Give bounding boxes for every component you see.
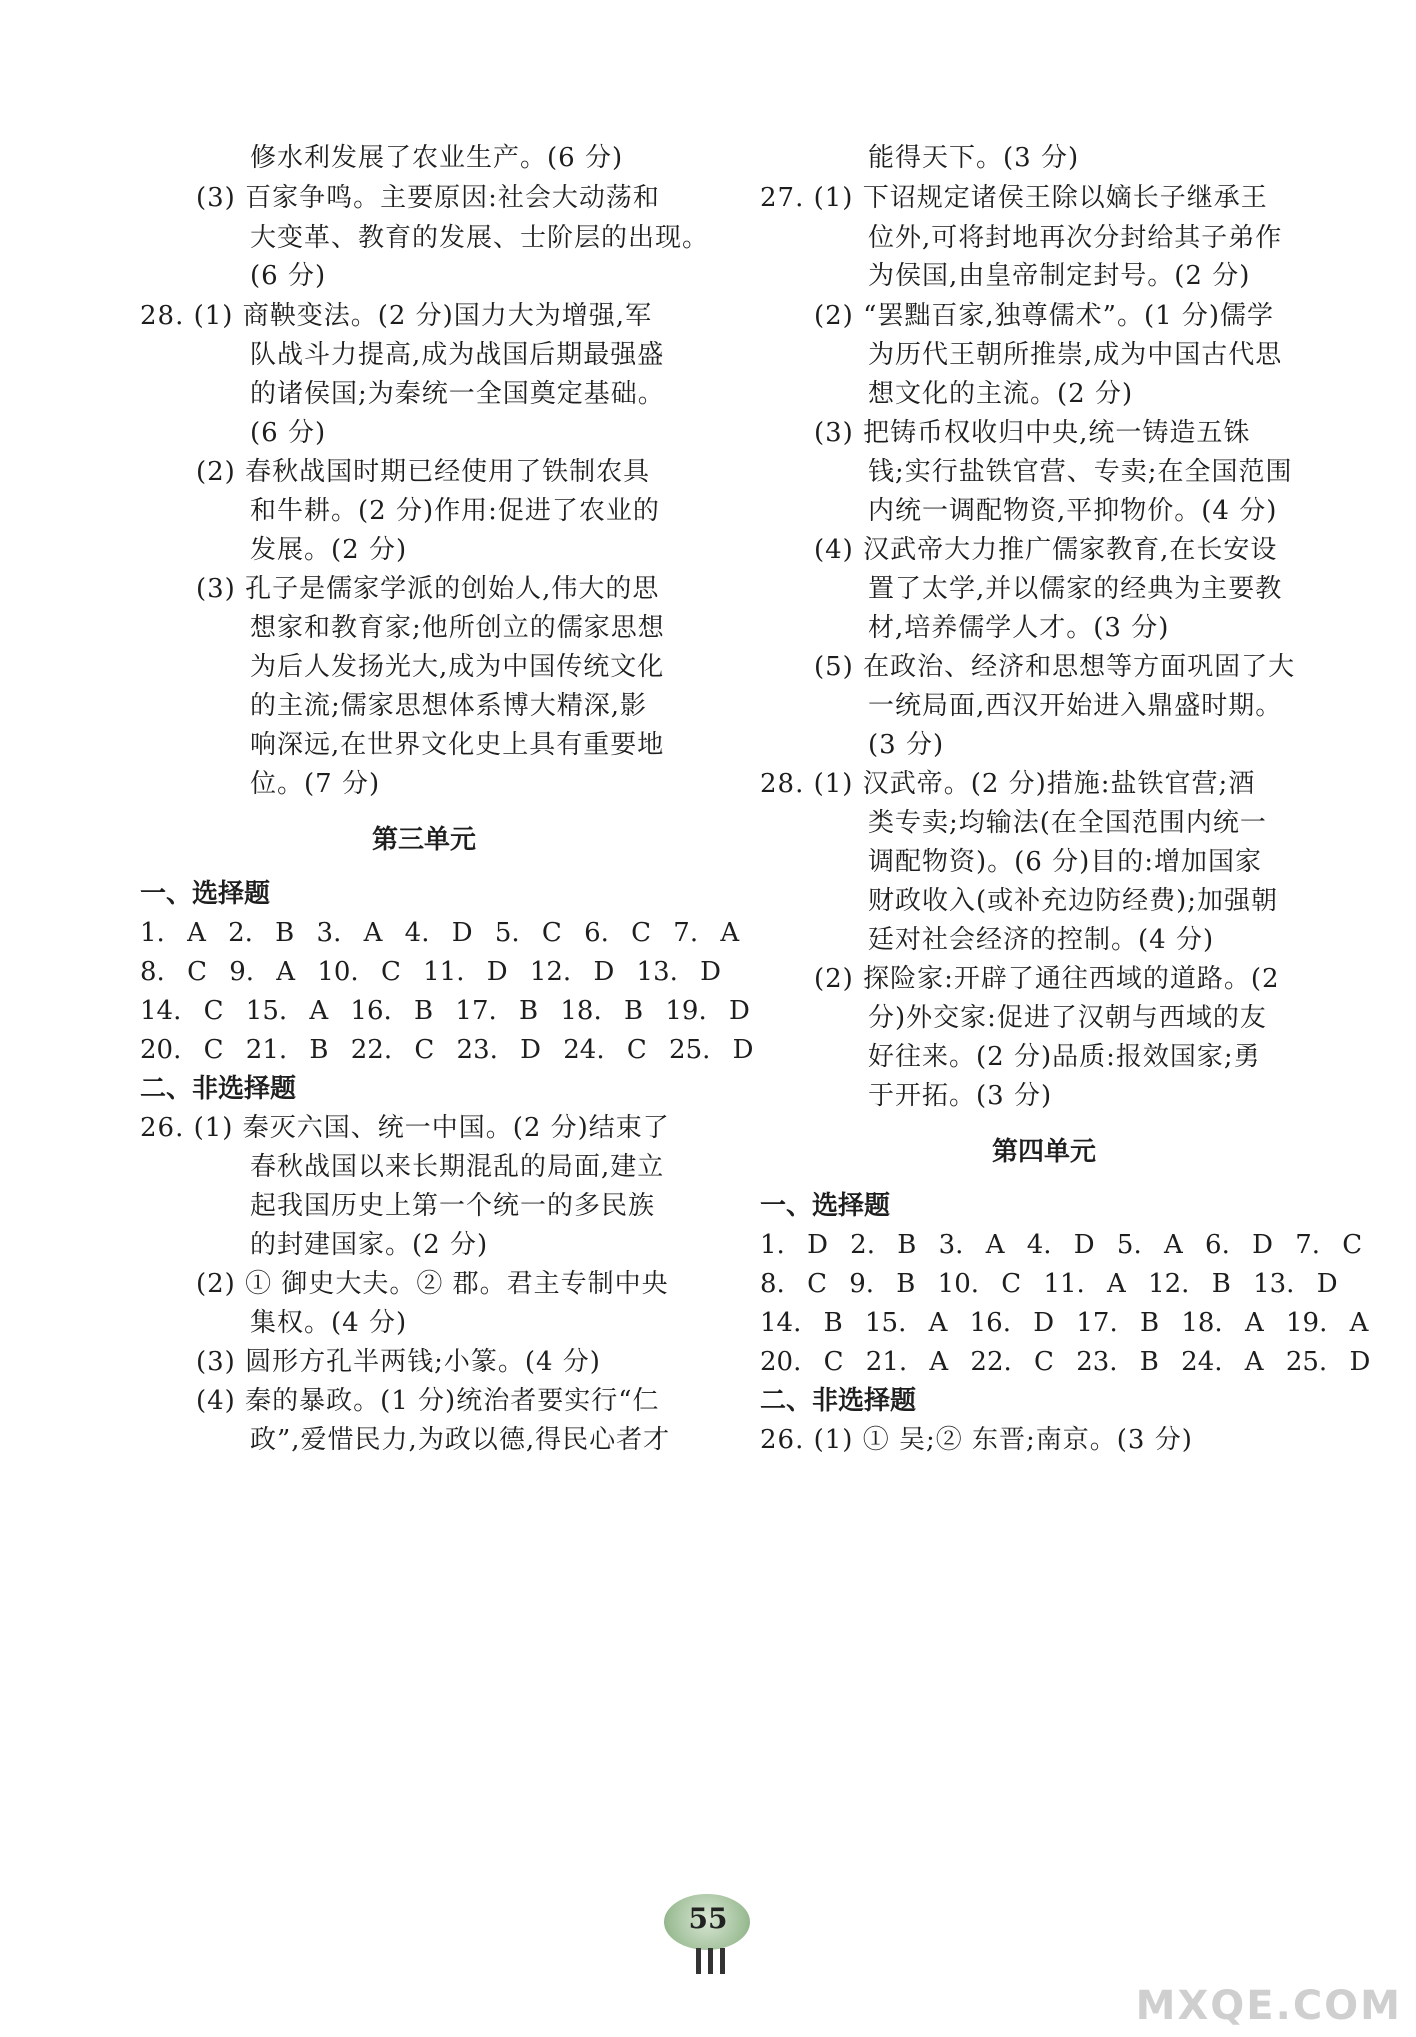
text-line: (3) 百家争鸣。主要原因:社会大动荡和 — [196, 183, 660, 213]
text-line: 钱;实行盐铁官营、专卖;在全国范围 — [868, 457, 1293, 487]
section-heading: 二、非选择题 — [140, 1074, 297, 1104]
text-line: (3) 把铸币权收归中央,统一铸造五铢 — [814, 418, 1251, 448]
page-number — [658, 1888, 758, 1978]
answer-row: 20. C 21. A 22. C 23. B 24. A 25. D — [760, 1347, 1371, 1377]
text-line: 内统一调配物资,平抑物价。(4 分) — [868, 496, 1278, 526]
text-line: 位。(7 分) — [250, 769, 381, 799]
section-heading: 一、选择题 — [760, 1191, 891, 1221]
text-line: 28. (1) 汉武帝。(2 分)措施:盐铁官营;酒 — [760, 769, 1256, 799]
text-line: 一统局面,西汉开始进入鼎盛时期。 — [868, 691, 1283, 721]
text-line: (2) 探险家:开辟了通往西域的道路。(2 — [814, 964, 1280, 994]
text-line: 类专卖;均输法(在全国范围内统一 — [868, 808, 1267, 838]
text-line: 队战斗力提高,成为战国后期最强盛 — [250, 340, 665, 370]
text-line: 政”,爱惜民力,为政以德,得民心者才 — [250, 1425, 671, 1455]
text-line: (3 分) — [868, 730, 945, 760]
answer-row: 14. C 15. A 16. B 17. B 18. B 19. D — [140, 996, 750, 1026]
text-line: 26. (1) 秦灭六国、统一中国。(2 分)结束了 — [140, 1113, 670, 1143]
text-line: (2) ① 御史大夫。② 郡。君主专制中央 — [196, 1269, 669, 1299]
text-line: (4) 秦的暴政。(1 分)统治者要实行“仁 — [196, 1386, 660, 1416]
text-line: 27. (1) 下诏规定诸侯王除以嫡长子继承王 — [760, 183, 1268, 213]
watermark: MXQE.COM — [1135, 1983, 1402, 2029]
text-line: 为侯国,由皇帝制定封号。(2 分) — [868, 261, 1251, 291]
text-line: (3) 孔子是儒家学派的创始人,伟大的思 — [196, 574, 660, 604]
text-line: 和牛耕。(2 分)作用:促进了农业的 — [250, 496, 660, 526]
answer-row: 8. C 9. B 10. C 11. A 12. B 13. D — [760, 1269, 1338, 1299]
text-line: (2) 春秋战国时期已经使用了铁制农具 — [196, 457, 651, 487]
text-line: 的封建国家。(2 分) — [250, 1230, 489, 1260]
text-line: 起我国历史上第一个统一的多民族 — [250, 1191, 656, 1221]
answer-row: 20. C 21. B 22. C 23. D 24. C 25. D — [140, 1035, 754, 1065]
section-heading: 一、选择题 — [140, 879, 271, 909]
text-line: (3) 圆形方孔半两钱;小篆。(4 分) — [196, 1347, 601, 1377]
text-line: 于开拓。(3 分) — [868, 1081, 1053, 1111]
text-line: 好往来。(2 分)品质:报效国家;勇 — [868, 1042, 1261, 1072]
text-line: 大变革、教育的发展、士阶层的出现。 — [250, 223, 710, 253]
text-line: 想家和教育家;他所创立的儒家思想 — [250, 613, 665, 643]
text-line: (6 分) — [250, 418, 327, 448]
text-line: 集权。(4 分) — [250, 1308, 408, 1338]
text-line: 26. (1) ① 吴;② 东晋;南京。(3 分) — [760, 1425, 1193, 1455]
text-line: 修水利发展了农业生产。(6 分) — [250, 143, 624, 173]
text-line: 能得天下。(3 分) — [868, 143, 1080, 173]
section-heading: 二、非选择题 — [760, 1386, 917, 1416]
text-line: 的诸侯国;为秦统一全国奠定基础。 — [250, 379, 665, 409]
section-title: 第三单元 — [372, 825, 477, 855]
text-line: 置了太学,并以儒家的经典为主要教 — [868, 574, 1283, 604]
page-number-text: 55 — [688, 1902, 728, 1935]
text-line: (6 分) — [250, 261, 327, 291]
tree-trunk — [720, 1948, 725, 1974]
text-line: 财政收入(或补充边防经费);加强朝 — [868, 886, 1279, 916]
answer-row: 14. B 15. A 16. D 17. B 18. A 19. A — [760, 1308, 1369, 1338]
tree-trunk — [696, 1948, 701, 1974]
answer-row: 1. A 2. B 3. A 4. D 5. C 6. C 7. A — [140, 918, 740, 948]
text-line: 28. (1) 商鞅变法。(2 分)国力大为增强,军 — [140, 301, 653, 331]
text-line: 为后人发扬光大,成为中国传统文化 — [250, 652, 665, 682]
text-line: 位外,可将封地再次分封给其子弟作 — [868, 223, 1283, 253]
text-line: 春秋战国以来长期混乱的局面,建立 — [250, 1152, 665, 1182]
text-line: 发展。(2 分) — [250, 535, 408, 565]
tree-trunk — [708, 1948, 713, 1974]
section-title: 第四单元 — [992, 1137, 1097, 1167]
text-line: 想文化的主流。(2 分) — [868, 379, 1134, 409]
text-line: 廷对社会经济的控制。(4 分) — [868, 925, 1215, 955]
answer-row: 1. D 2. B 3. A 4. D 5. A 6. D 7. C — [760, 1230, 1363, 1260]
text-line: (4) 汉武帝大力推广儒家教育,在长安设 — [814, 535, 1278, 565]
text-line: 材,培养儒学人才。(3 分) — [868, 613, 1170, 643]
text-line: 调配物资)。(6 分)目的:增加国家 — [868, 847, 1262, 877]
text-line: 分)外交家:促进了汉朝与西域的友 — [868, 1003, 1267, 1033]
text-line: (2) “罢黜百家,独尊儒术”。(1 分)儒学 — [814, 301, 1275, 331]
text-line: (5) 在政治、经济和思想等方面巩固了大 — [814, 652, 1296, 682]
text-line: 的主流;儒家思想体系博大精深,影 — [250, 691, 648, 721]
text-line: 为历代王朝所推崇,成为中国古代思 — [868, 340, 1283, 370]
text-line: 响深远,在世界文化史上具有重要地 — [250, 730, 665, 760]
answer-row: 8. C 9. A 10. C 11. D 12. D 13. D — [140, 957, 722, 987]
